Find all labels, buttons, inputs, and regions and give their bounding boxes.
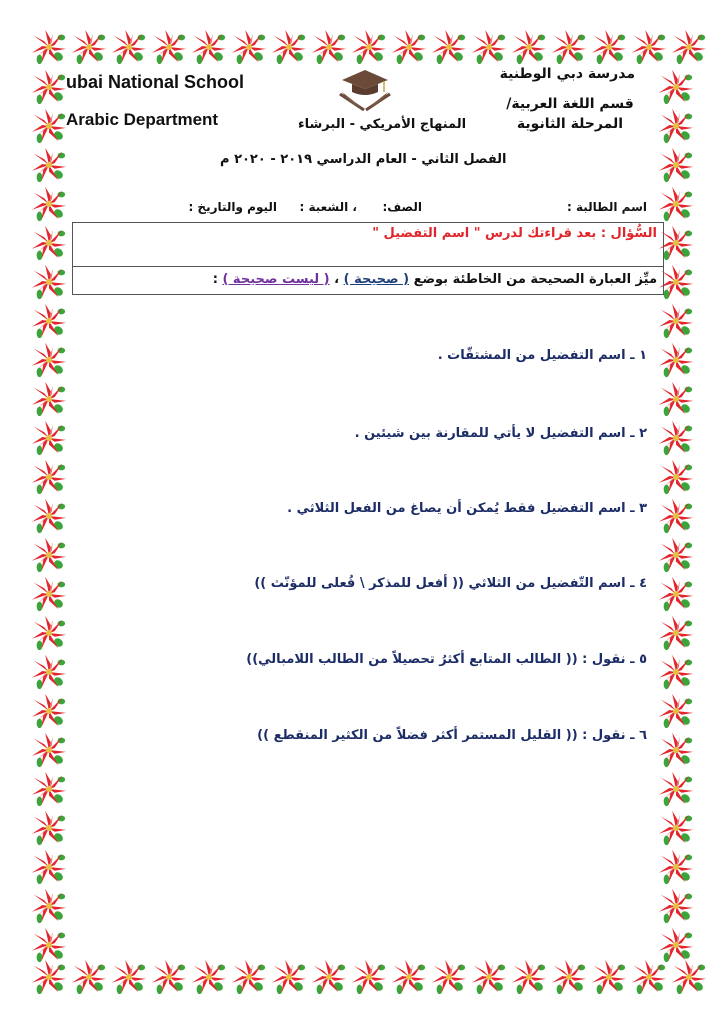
statement-item-1: ١ ـ اسم التفضيل من المشتقّات .: [437, 348, 647, 363]
border-bottom: [30, 958, 708, 996]
poinsettia-flower-icon: [30, 653, 68, 691]
poinsettia-flower-icon: [230, 28, 268, 66]
poinsettia-flower-icon: [30, 614, 68, 652]
poinsettia-flower-icon: [657, 653, 695, 691]
school-name-en: ubai National School: [66, 72, 245, 92]
poinsettia-flower-icon: [30, 185, 68, 223]
poinsettia-flower-icon: [70, 28, 108, 66]
poinsettia-flower-icon: [30, 28, 68, 66]
graduation-cap-logo-icon: [334, 68, 396, 112]
school-name-ar: مدرسة دبي الوطنية: [499, 66, 635, 82]
poinsettia-flower-icon: [30, 380, 68, 418]
poinsettia-flower-icon: [190, 28, 228, 66]
poinsettia-flower-icon: [30, 68, 68, 106]
poinsettia-flower-icon: [350, 28, 388, 66]
poinsettia-flower-icon: [550, 958, 588, 996]
date-label: اليوم والتاريخ :: [188, 200, 277, 214]
poinsettia-flower-icon: [150, 958, 188, 996]
poinsettia-flower-icon: [30, 107, 68, 145]
poinsettia-flower-icon: [550, 28, 588, 66]
poinsettia-flower-icon: [30, 302, 68, 340]
instruction-suffix: :: [212, 272, 223, 287]
poinsettia-flower-icon: [30, 263, 68, 301]
poinsettia-flower-icon: [430, 958, 468, 996]
instruction-prefix: ميِّز العبارة الصحيحة من الخاطئة بوضع: [413, 272, 657, 287]
poinsettia-flower-icon: [657, 887, 695, 925]
poinsettia-flower-icon: [657, 185, 695, 223]
class-label: الصف:: [382, 200, 422, 214]
poinsettia-flower-icon: [657, 848, 695, 886]
poinsettia-flower-icon: [657, 692, 695, 730]
poinsettia-flower-icon: [657, 926, 695, 964]
poinsettia-flower-icon: [657, 107, 695, 145]
poinsettia-flower-icon: [657, 497, 695, 535]
poinsettia-flower-icon: [657, 341, 695, 379]
poinsettia-flower-icon: [30, 575, 68, 613]
border-left: [30, 68, 68, 964]
poinsettia-flower-icon: [150, 28, 188, 66]
poinsettia-flower-icon: [70, 958, 108, 996]
poinsettia-flower-icon: [230, 958, 268, 996]
poinsettia-flower-icon: [30, 809, 68, 847]
question-title: السُّؤال : بعد قراءتك لدرس " اسم التفضيل ": [372, 226, 657, 241]
poinsettia-flower-icon: [390, 28, 428, 66]
poinsettia-flower-icon: [657, 146, 695, 184]
poinsettia-flower-icon: [470, 958, 508, 996]
poinsettia-flower-icon: [470, 28, 508, 66]
poinsettia-flower-icon: [657, 302, 695, 340]
poinsettia-flower-icon: [510, 28, 548, 66]
poinsettia-flower-icon: [657, 809, 695, 847]
poinsettia-flower-icon: [270, 28, 308, 66]
poinsettia-flower-icon: [657, 536, 695, 574]
poinsettia-flower-icon: [270, 958, 308, 996]
poinsettia-flower-icon: [590, 958, 628, 996]
student-info-row: [150, 200, 647, 220]
poinsettia-flower-icon: [30, 770, 68, 808]
poinsettia-flower-icon: [657, 770, 695, 808]
academic-term: الفصل الثاني - العام الدراسي ٢٠١٩ - ٢٠٢٠ م: [220, 152, 507, 167]
poinsettia-flower-icon: [657, 458, 695, 496]
student-name-label: اسم الطالبة :: [567, 200, 647, 214]
poinsettia-flower-icon: [657, 614, 695, 652]
poinsettia-flower-icon: [30, 458, 68, 496]
instruction-text: [213, 272, 657, 287]
poinsettia-flower-icon: [30, 848, 68, 886]
poinsettia-flower-icon: [510, 958, 548, 996]
department-en: Arabic Department: [66, 110, 219, 129]
statement-item-4: ٤ ـ اسم التّفضيل من الثلاثي (( أفعل للمذكر \ فُعلى للمؤنّث )): [254, 576, 647, 591]
poinsettia-flower-icon: [30, 224, 68, 262]
statement-item-3: ٣ ـ اسم التفضيل فقط يُمكن أن يصاغ من الفعل الثلاثي .: [287, 501, 647, 516]
poinsettia-flower-icon: [657, 575, 695, 613]
department-ar: قسم اللغة العربية/ المرحلة الثانوية: [506, 96, 634, 132]
section-label: ، الشعبة :: [299, 200, 357, 214]
poinsettia-flower-icon: [350, 958, 388, 996]
poinsettia-flower-icon: [657, 380, 695, 418]
poinsettia-flower-icon: [30, 536, 68, 574]
poinsettia-flower-icon: [30, 146, 68, 184]
poinsettia-flower-icon: [110, 28, 148, 66]
statement-item-6: ٦ ـ نقول : (( القليل المستمر أكثر فضلاً من الكثير المنقطع )): [257, 728, 647, 743]
poinsettia-flower-icon: [390, 958, 428, 996]
poinsettia-flower-icon: [430, 28, 468, 66]
border-right: [657, 68, 695, 964]
true-label: ( صحيحة ): [343, 272, 410, 287]
poinsettia-flower-icon: [590, 28, 628, 66]
poinsettia-flower-icon: [30, 419, 68, 457]
poinsettia-flower-icon: [30, 341, 68, 379]
curriculum-label: المنهاج الأمريكي - البرشاء: [298, 117, 467, 132]
false-label: ( ليست صحيحة ): [222, 272, 330, 287]
poinsettia-flower-icon: [30, 887, 68, 925]
poinsettia-flower-icon: [110, 958, 148, 996]
poinsettia-flower-icon: [310, 958, 348, 996]
border-top: [30, 28, 708, 66]
question-box: [72, 222, 664, 295]
poinsettia-flower-icon: [657, 68, 695, 106]
poinsettia-flower-icon: [190, 958, 228, 996]
poinsettia-flower-icon: [30, 692, 68, 730]
poinsettia-flower-icon: [657, 419, 695, 457]
statement-item-2: ٢ ـ اسم التفضيل لا يأتي للمقارنة بين شيئين .: [354, 426, 647, 441]
statement-item-5: ٥ ـ نقول : (( الطالب المتابع أكثرُ تحصيلاً من الطالب اللامبالي)): [246, 652, 647, 667]
poinsettia-flower-icon: [670, 28, 708, 66]
separator: ،: [329, 272, 344, 287]
question-title-row: [73, 223, 663, 267]
poinsettia-flower-icon: [30, 926, 68, 964]
poinsettia-flower-icon: [657, 731, 695, 769]
poinsettia-flower-icon: [30, 731, 68, 769]
poinsettia-flower-icon: [30, 497, 68, 535]
poinsettia-flower-icon: [630, 28, 668, 66]
poinsettia-flower-icon: [310, 28, 348, 66]
